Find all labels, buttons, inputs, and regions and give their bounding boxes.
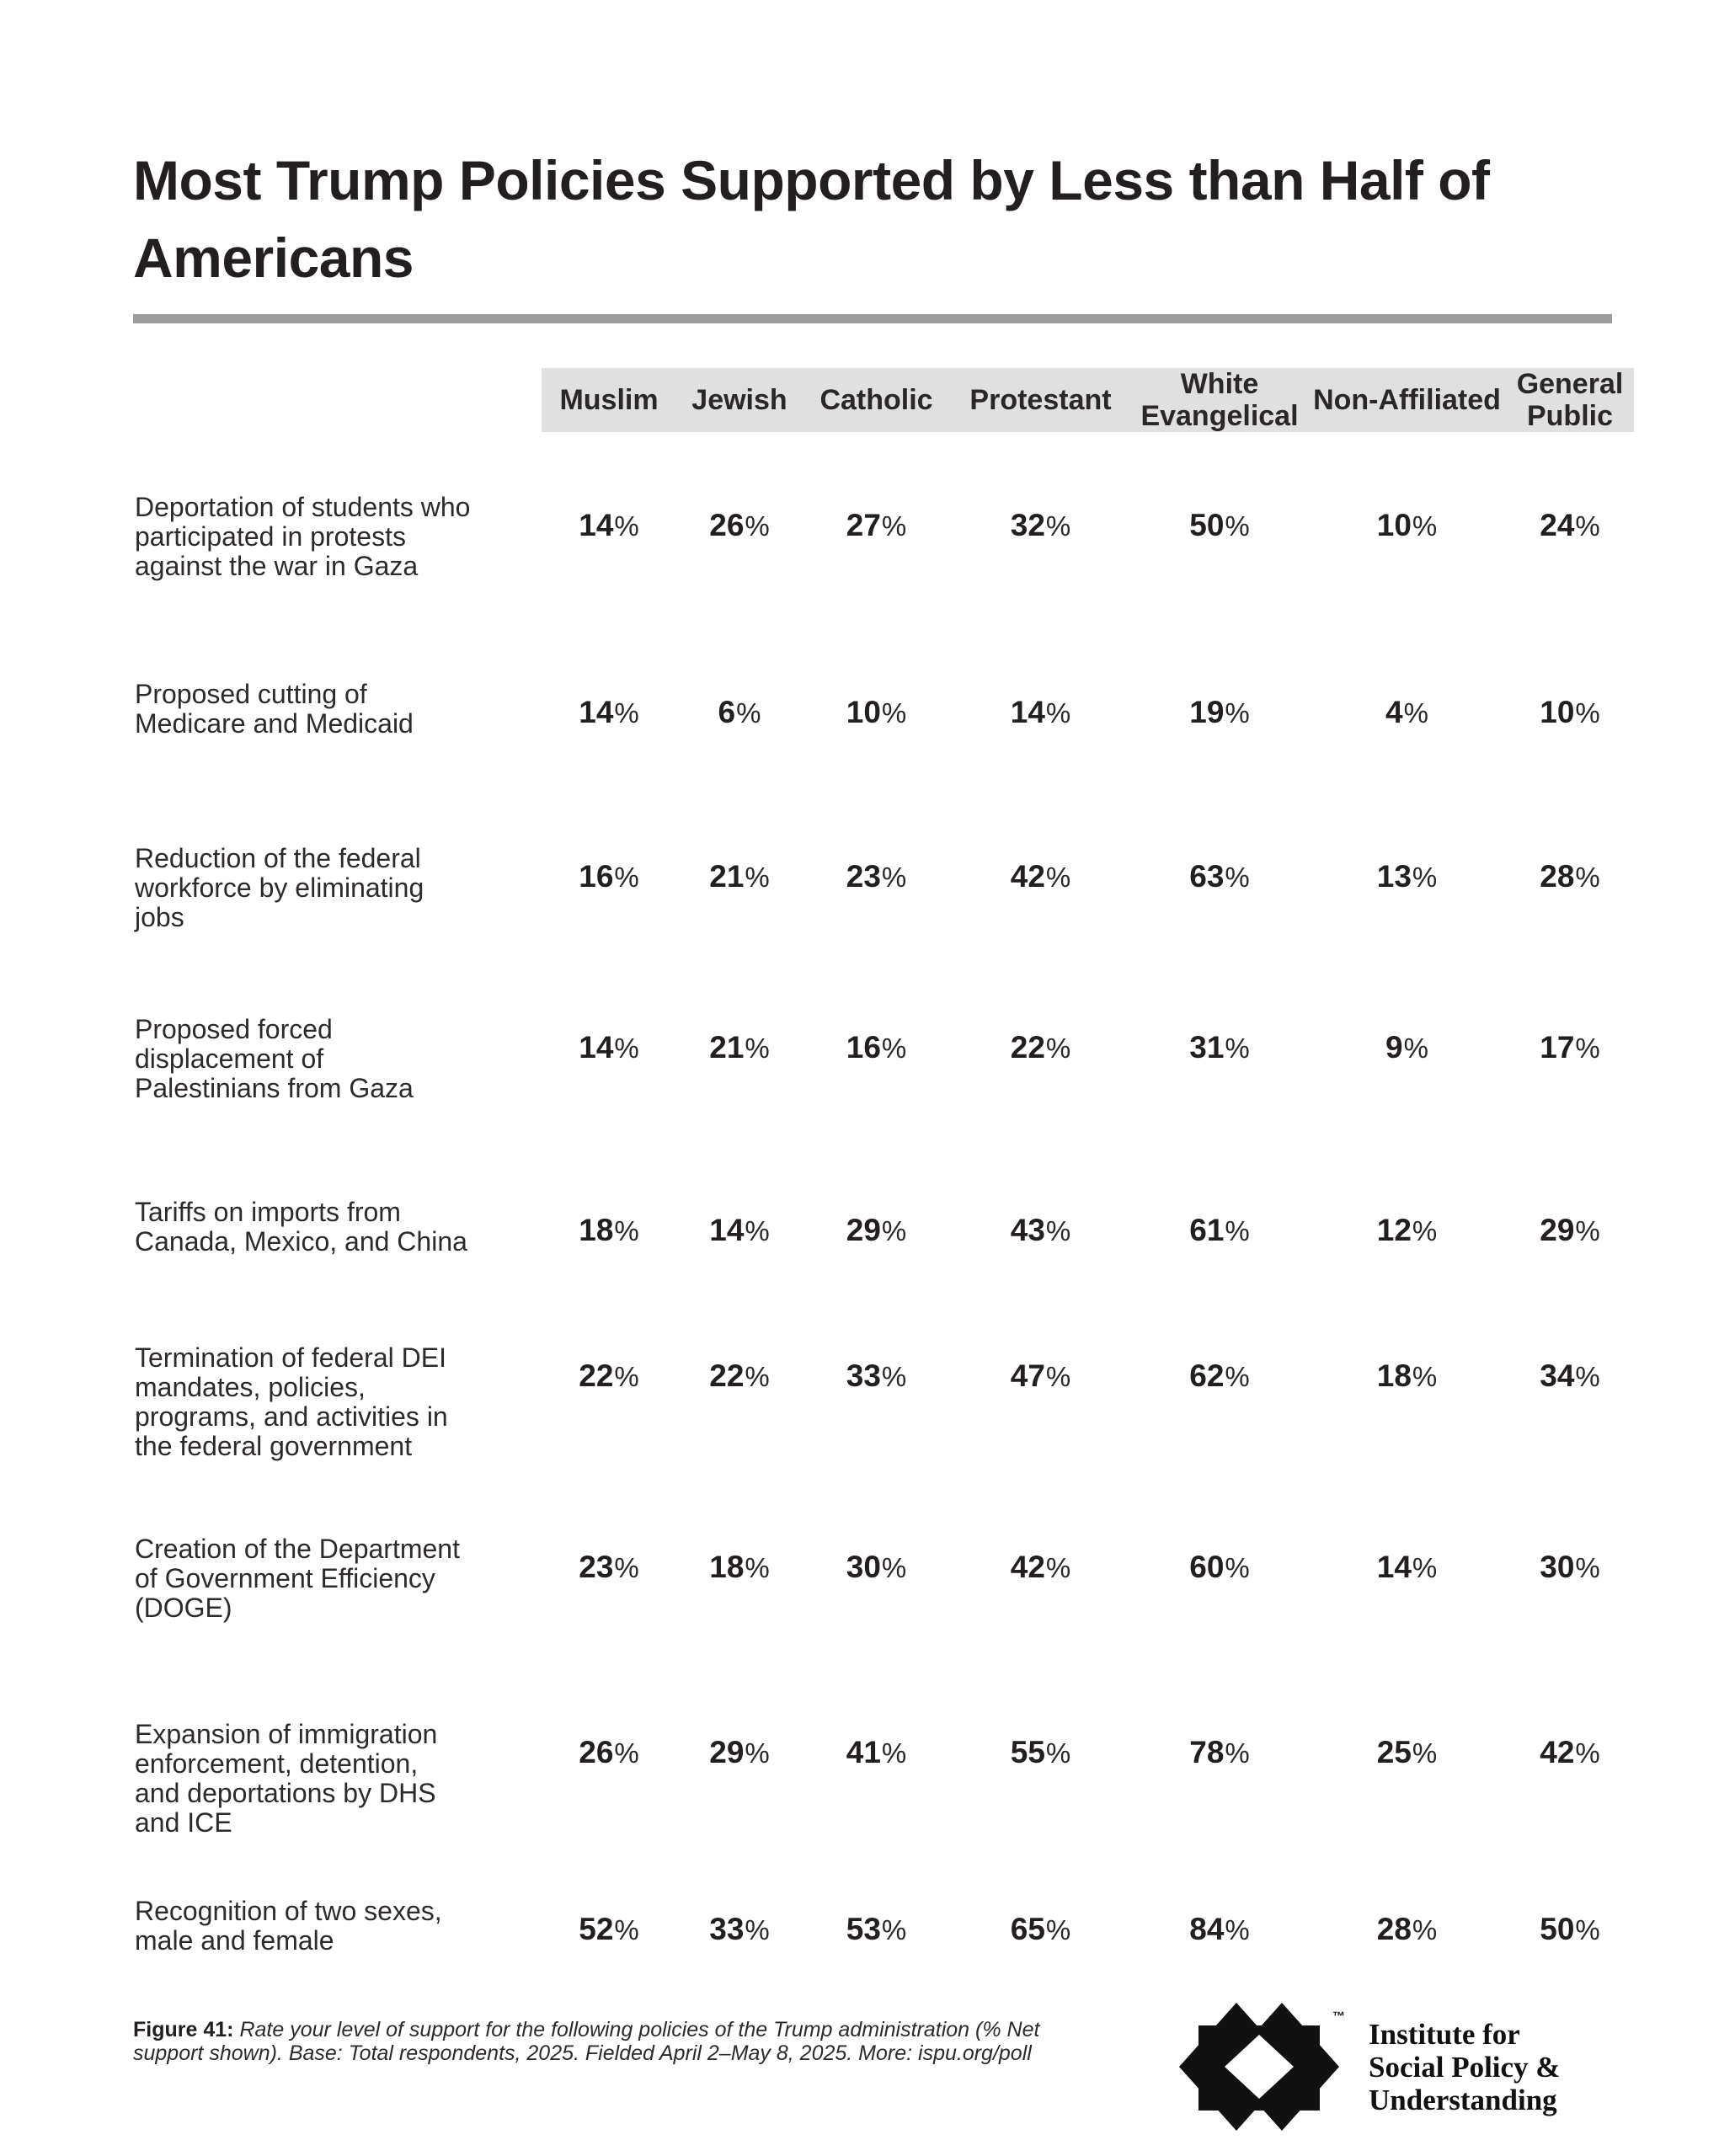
logo-text-line-3: Understanding	[1369, 2084, 1557, 2116]
value-cell	[1506, 493, 1634, 543]
percent-sign: %	[614, 1215, 639, 1246]
percent-sign: %	[1225, 1737, 1250, 1769]
value-cell	[676, 1015, 803, 1065]
value-cell	[1131, 1720, 1308, 1770]
percent-sign: %	[1225, 1361, 1250, 1392]
percent-sign: %	[1412, 862, 1438, 893]
value-cell	[803, 1534, 950, 1585]
value-cell	[1506, 844, 1634, 894]
value-cell	[1131, 844, 1308, 894]
column-headers	[542, 368, 1634, 432]
policy-label: Proposed cutting of Medicare and Medicaid	[135, 679, 414, 739]
value-number: 10	[846, 695, 881, 729]
percent-sign: %	[881, 1552, 907, 1583]
value-cell	[1131, 493, 1308, 543]
value-cell	[542, 1343, 676, 1394]
value-cell	[1131, 1534, 1308, 1585]
percent-sign: %	[1045, 1361, 1071, 1392]
table-row	[135, 680, 1634, 739]
percent-sign: %	[614, 1552, 639, 1583]
percent-sign: %	[1575, 697, 1600, 728]
value-cell	[676, 1720, 803, 1770]
value-cell	[542, 844, 676, 894]
table-row	[135, 1720, 1634, 1838]
table-row	[135, 1343, 1634, 1461]
value-number: 12	[1376, 1213, 1412, 1247]
column-header: General Public	[1516, 368, 1624, 432]
value-cell	[950, 1534, 1131, 1585]
ispu-logo-text	[1369, 2018, 1560, 2116]
percent-sign: %	[614, 862, 639, 893]
value-number: 31	[1189, 1030, 1225, 1065]
policy-label: Deportation of students who participated in protests against the war in Gaza	[135, 492, 471, 581]
value-number: 33	[846, 1358, 881, 1393]
percent-sign: %	[1045, 1215, 1071, 1246]
percent-sign: %	[881, 1914, 907, 1945]
value-number: 84	[1189, 1912, 1225, 1946]
value-number: 14	[579, 695, 614, 729]
value-number: 29	[709, 1735, 745, 1769]
value-number: 55	[1010, 1735, 1045, 1769]
percent-sign: %	[736, 697, 761, 728]
value-cell	[803, 1015, 950, 1065]
column-header: White Evangelical	[1140, 368, 1299, 432]
value-number: 21	[709, 859, 745, 894]
value-cell	[1506, 1015, 1634, 1065]
percent-sign: %	[1045, 1033, 1071, 1064]
value-cell	[803, 1198, 950, 1248]
value-number: 13	[1376, 859, 1412, 894]
value-cell	[803, 1343, 950, 1394]
value-number: 18	[709, 1550, 745, 1584]
percent-sign: %	[881, 510, 907, 542]
policy-label: Tariffs on imports from Canada, Mexico, and China	[135, 1197, 467, 1257]
value-number: 21	[709, 1030, 745, 1065]
value-cell	[676, 493, 803, 543]
value-number: 53	[846, 1912, 881, 1946]
value-number: 9	[1385, 1030, 1403, 1065]
percent-sign: %	[881, 1033, 907, 1064]
value-number: 16	[846, 1030, 881, 1065]
value-number: 61	[1189, 1213, 1225, 1247]
title-divider-rule	[133, 314, 1612, 323]
value-cell	[1308, 680, 1506, 730]
value-cell	[950, 493, 1131, 543]
percent-sign: %	[614, 510, 639, 542]
value-number: 14	[579, 508, 614, 542]
value-cell	[950, 1015, 1131, 1065]
value-number: 78	[1189, 1735, 1225, 1769]
value-number: 14	[1376, 1550, 1412, 1584]
percent-sign: %	[1412, 1914, 1438, 1945]
table-row	[135, 1015, 1634, 1103]
ispu-logo	[1179, 2003, 1651, 2137]
percent-sign: %	[881, 1361, 907, 1392]
value-cell	[1308, 1343, 1506, 1394]
policy-label: Expansion of immigration enforcement, detention, and deportations by DHS and ICE	[135, 1719, 438, 1838]
policy-label: Reduction of the federal workforce by eliminating jobs	[135, 843, 424, 932]
percent-sign: %	[1575, 1737, 1600, 1769]
table-row	[135, 493, 1634, 581]
value-cell	[676, 680, 803, 730]
value-cell	[803, 844, 950, 894]
caption-line-2: support shown). Base: Total respondents, 2025. Fielded April 2–May 8, 2025. More: ispu.org/poll	[133, 2041, 1032, 2065]
value-number: 30	[846, 1550, 881, 1584]
value-number: 4	[1385, 695, 1403, 729]
percent-sign: %	[1412, 1552, 1438, 1583]
percent-sign: %	[745, 1033, 770, 1064]
value-cell	[950, 1343, 1131, 1394]
value-number: 63	[1189, 859, 1225, 894]
value-number: 22	[579, 1358, 614, 1393]
value-cell	[803, 1720, 950, 1770]
value-number: 17	[1540, 1030, 1575, 1065]
table-row	[135, 1534, 1634, 1623]
value-cell	[1131, 1198, 1308, 1248]
value-cell	[1131, 680, 1308, 730]
value-number: 22	[1010, 1030, 1045, 1065]
value-number: 26	[709, 508, 745, 542]
percent-sign: %	[1575, 1033, 1600, 1064]
percent-sign: %	[1575, 1215, 1600, 1246]
percent-sign: %	[614, 1033, 639, 1064]
page-title	[133, 141, 1582, 296]
caption-line-1: Rate your level of support for the following policies of the Trump administration (% Net	[239, 2018, 1040, 2041]
value-number: 28	[1376, 1912, 1412, 1946]
value-cell	[1131, 1015, 1308, 1065]
value-number: 60	[1189, 1550, 1225, 1584]
value-cell	[1308, 493, 1506, 543]
value-cell	[676, 1198, 803, 1248]
value-number: 43	[1010, 1213, 1045, 1247]
value-number: 50	[1540, 1912, 1575, 1946]
logo-text-line-1: Institute for	[1369, 2018, 1520, 2051]
value-cell	[1308, 844, 1506, 894]
value-number: 16	[579, 859, 614, 894]
figure-number-label: Figure 41:	[133, 2018, 234, 2041]
value-cell	[676, 1343, 803, 1394]
value-cell	[1506, 1897, 1634, 1947]
percent-sign: %	[1045, 697, 1071, 728]
value-number: 29	[1540, 1213, 1575, 1247]
percent-sign: %	[1225, 1215, 1250, 1246]
value-cell	[542, 1897, 676, 1947]
value-cell	[1308, 1897, 1506, 1947]
value-cell	[1308, 1015, 1506, 1065]
value-cell	[1131, 1897, 1308, 1947]
value-number: 18	[1376, 1358, 1412, 1393]
percent-sign: %	[1225, 510, 1250, 542]
value-number: 24	[1540, 508, 1575, 542]
percent-sign: %	[1412, 1215, 1438, 1246]
value-number: 29	[846, 1213, 881, 1247]
value-cell	[1506, 1198, 1634, 1248]
value-number: 6	[718, 695, 736, 729]
percent-sign: %	[1225, 862, 1250, 893]
value-cell	[1308, 1198, 1506, 1248]
column-header: Protestant	[969, 384, 1112, 416]
table-row	[135, 1897, 1634, 1956]
percent-sign: %	[614, 1914, 639, 1945]
value-cell	[803, 1897, 950, 1947]
value-cell	[803, 680, 950, 730]
value-number: 65	[1010, 1912, 1045, 1946]
policy-label: Creation of the Department of Government Efficiency (DOGE)	[135, 1534, 460, 1623]
value-cell	[1506, 1534, 1634, 1585]
value-number: 25	[1376, 1735, 1412, 1769]
value-number: 19	[1189, 695, 1225, 729]
value-number: 22	[709, 1358, 745, 1393]
percent-sign: %	[614, 697, 639, 728]
value-cell	[803, 493, 950, 543]
percent-sign: %	[881, 1215, 907, 1246]
percent-sign: %	[1412, 1361, 1438, 1392]
value-number: 23	[579, 1550, 614, 1584]
value-cell	[676, 844, 803, 894]
percent-sign: %	[881, 697, 907, 728]
column-header: Catholic	[819, 384, 933, 416]
value-cell	[542, 1198, 676, 1248]
percent-sign: %	[1403, 1033, 1428, 1064]
percent-sign: %	[881, 862, 907, 893]
percent-sign: %	[1045, 510, 1071, 542]
percent-sign: %	[1225, 697, 1250, 728]
percent-sign: %	[1575, 510, 1600, 542]
value-cell	[950, 844, 1131, 894]
percent-sign: %	[881, 1737, 907, 1769]
figure-caption-text	[133, 2018, 1039, 2065]
value-number: 14	[1010, 695, 1045, 729]
value-cell	[1131, 1343, 1308, 1394]
percent-sign: %	[745, 1737, 770, 1769]
policy-label: Proposed forced displacement of Palestinians from Gaza	[135, 1014, 414, 1103]
percent-sign: %	[1045, 1552, 1071, 1583]
percent-sign: %	[1225, 1033, 1250, 1064]
value-cell	[950, 1198, 1131, 1248]
value-number: 34	[1540, 1358, 1575, 1393]
value-number: 52	[579, 1912, 614, 1946]
value-number: 26	[579, 1735, 614, 1769]
percent-sign: %	[1225, 1914, 1250, 1945]
value-cell	[542, 680, 676, 730]
percent-sign: %	[1412, 1737, 1438, 1769]
value-number: 32	[1010, 508, 1045, 542]
percent-sign: %	[1575, 1914, 1600, 1945]
percent-sign: %	[1045, 1737, 1071, 1769]
percent-sign: %	[745, 510, 770, 542]
page-title-line-1: Most Trump Policies Supported by Less than Half of	[133, 149, 1490, 211]
value-number: 18	[579, 1213, 614, 1247]
trademark-symbol: ™	[1332, 2009, 1345, 2024]
value-cell	[1308, 1534, 1506, 1585]
value-number: 23	[846, 859, 881, 894]
percent-sign: %	[745, 1914, 770, 1945]
value-number: 14	[579, 1030, 614, 1065]
value-cell	[676, 1897, 803, 1947]
value-number: 28	[1540, 859, 1575, 894]
value-number: 27	[846, 508, 881, 542]
policy-label: Termination of federal DEI mandates, policies, programs, and activities in the federal government	[135, 1342, 448, 1461]
value-cell	[950, 1897, 1131, 1947]
percent-sign: %	[745, 862, 770, 893]
value-cell	[542, 1720, 676, 1770]
page-title-line-2: Americans	[133, 227, 414, 289]
logo-text-line-2: Social Policy &	[1369, 2051, 1561, 2084]
value-cell	[1308, 1720, 1506, 1770]
value-cell	[1506, 1720, 1634, 1770]
percent-sign: %	[614, 1361, 639, 1392]
percent-sign: %	[1045, 1914, 1071, 1945]
percent-sign: %	[1403, 697, 1428, 728]
policy-label: Recognition of two sexes, male and female	[135, 1896, 442, 1956]
value-number: 10	[1540, 695, 1575, 729]
value-number: 42	[1010, 1550, 1045, 1584]
table-row	[135, 1198, 1634, 1257]
value-cell	[1506, 1343, 1634, 1394]
percent-sign: %	[1575, 1361, 1600, 1392]
value-number: 42	[1540, 1735, 1575, 1769]
value-cell	[950, 680, 1131, 730]
percent-sign: %	[1225, 1552, 1250, 1583]
value-cell	[1506, 680, 1634, 730]
table-row	[135, 844, 1634, 932]
column-header: Non-Affiliated	[1313, 384, 1501, 416]
value-number: 42	[1010, 859, 1045, 894]
value-number: 33	[709, 1912, 745, 1946]
percent-sign: %	[1412, 510, 1438, 542]
value-cell	[542, 1534, 676, 1585]
percent-sign: %	[745, 1552, 770, 1583]
ispu-star-icon	[1179, 2003, 1339, 2131]
value-cell	[950, 1720, 1131, 1770]
column-header: Jewish	[691, 384, 787, 416]
value-number: 30	[1540, 1550, 1575, 1584]
percent-sign: %	[1575, 1552, 1600, 1583]
value-number: 14	[709, 1213, 745, 1247]
value-number: 47	[1010, 1358, 1045, 1393]
percent-sign: %	[614, 1737, 639, 1769]
value-cell	[542, 493, 676, 543]
value-number: 50	[1189, 508, 1225, 542]
value-number: 41	[846, 1735, 881, 1769]
value-number: 10	[1376, 508, 1412, 542]
percent-sign: %	[745, 1361, 770, 1392]
value-cell	[676, 1534, 803, 1585]
value-cell	[542, 1015, 676, 1065]
percent-sign: %	[745, 1215, 770, 1246]
figure-caption	[133, 2018, 1085, 2065]
percent-sign: %	[1575, 862, 1600, 893]
percent-sign: %	[1045, 862, 1071, 893]
value-number: 62	[1189, 1358, 1225, 1393]
column-header: Muslim	[559, 384, 659, 416]
